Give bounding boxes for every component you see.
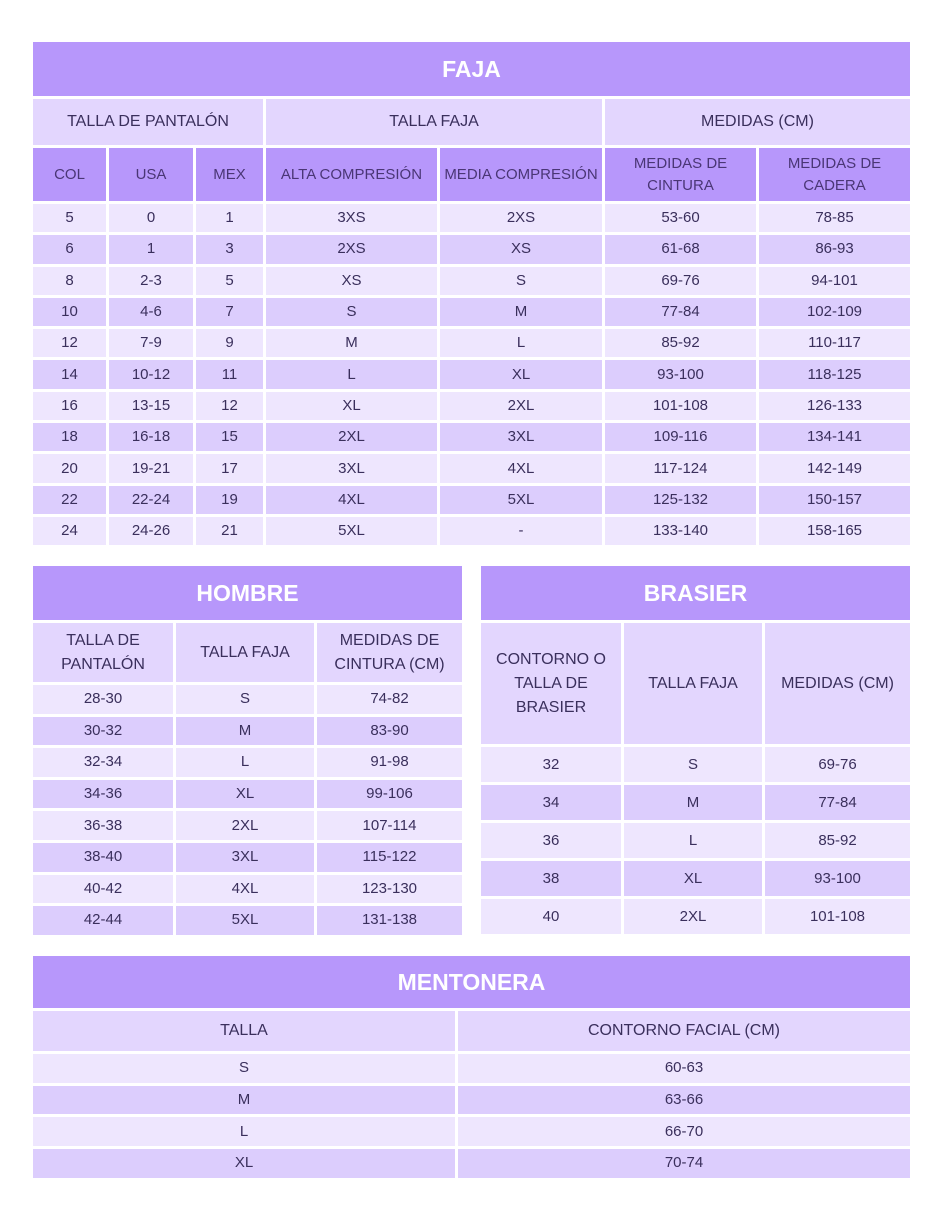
table-cell: 5 <box>32 203 108 234</box>
table-cell: 1 <box>108 234 195 265</box>
faja-section <box>30 39 910 548</box>
table-cell: 20 <box>32 453 108 484</box>
table-cell: 158-165 <box>758 515 912 546</box>
table-cell: 142-149 <box>758 453 912 484</box>
table-cell: 93-100 <box>764 860 912 898</box>
table-cell: 17 <box>195 453 265 484</box>
table-cell: L <box>439 328 604 359</box>
table-cell: 66-70 <box>457 1116 912 1148</box>
table-cell: L <box>623 822 764 860</box>
table-cell: 4XL <box>439 453 604 484</box>
table-cell: 3XL <box>265 453 439 484</box>
table-cell: 2XL <box>175 810 316 842</box>
table-cell: 42-44 <box>32 905 175 937</box>
faja-title: FAJA <box>32 41 912 98</box>
table-cell: 6 <box>32 234 108 265</box>
hombre-title: HOMBRE <box>32 565 464 622</box>
table-cell: M <box>175 715 316 747</box>
table-cell: 3 <box>195 234 265 265</box>
table-cell: 107-114 <box>316 810 464 842</box>
table-cell: M <box>623 784 764 822</box>
table-cell: S <box>175 684 316 716</box>
faja-column-header: MEDIDAS DE CADERA <box>758 147 912 203</box>
table-row <box>32 715 464 747</box>
table-cell: 2XS <box>439 203 604 234</box>
table-cell: 10-12 <box>108 359 195 390</box>
hombre-section <box>30 563 462 938</box>
table-cell: 19-21 <box>108 453 195 484</box>
table-cell: 91-98 <box>316 747 464 779</box>
table-cell: 110-117 <box>758 328 912 359</box>
table-cell: 109-116 <box>604 422 758 453</box>
table-cell: M <box>32 1084 457 1116</box>
table-cell: 34-36 <box>32 778 175 810</box>
table-cell: 134-141 <box>758 422 912 453</box>
table-cell: 10 <box>32 296 108 327</box>
table-cell: 38-40 <box>32 841 175 873</box>
faja-group-header: TALLA DE PANTALÓN <box>32 98 265 147</box>
table-cell: 69-76 <box>604 265 758 296</box>
table-cell: 83-90 <box>316 715 464 747</box>
table-cell: 3XL <box>439 422 604 453</box>
table-cell: 19 <box>195 484 265 515</box>
table-row <box>32 810 464 842</box>
table-cell: 3XL <box>175 841 316 873</box>
table-cell: XS <box>265 265 439 296</box>
table-cell: XL <box>623 860 764 898</box>
hombre-column-header: TALLA DE PANTALÓN <box>32 622 175 684</box>
table-row <box>32 328 912 359</box>
mentonera-title: MENTONERA <box>32 955 912 1010</box>
table-cell: 13-15 <box>108 390 195 421</box>
table-row <box>32 841 464 873</box>
table-cell: 101-108 <box>764 898 912 936</box>
table-cell: 16 <box>32 390 108 421</box>
table-cell: 115-122 <box>316 841 464 873</box>
table-cell: 102-109 <box>758 296 912 327</box>
table-cell: 77-84 <box>764 784 912 822</box>
table-row <box>32 1148 912 1180</box>
table-cell: XL <box>265 390 439 421</box>
table-cell: 93-100 <box>604 359 758 390</box>
mentonera-column-header: TALLA <box>32 1010 457 1053</box>
table-cell: 32 <box>480 746 623 784</box>
table-cell: 4XL <box>175 873 316 905</box>
table-row <box>32 515 912 546</box>
table-cell: 94-101 <box>758 265 912 296</box>
table-cell: 53-60 <box>604 203 758 234</box>
table-cell: 34 <box>480 784 623 822</box>
table-cell: XL <box>32 1148 457 1180</box>
table-cell: 0 <box>108 203 195 234</box>
hombre-column-header: MEDIDAS DE CINTURA (CM) <box>316 622 464 684</box>
table-cell: 2XS <box>265 234 439 265</box>
mentonera-table <box>30 953 913 1181</box>
faja-column-header: COL <box>32 147 108 203</box>
table-cell: 74-82 <box>316 684 464 716</box>
hombre-column-header: TALLA FAJA <box>175 622 316 684</box>
table-cell: 86-93 <box>758 234 912 265</box>
table-cell: 4XL <box>265 484 439 515</box>
table-cell: S <box>623 746 764 784</box>
table-cell: 16-18 <box>108 422 195 453</box>
table-cell: 1 <box>195 203 265 234</box>
table-cell: 125-132 <box>604 484 758 515</box>
table-cell: 38 <box>480 860 623 898</box>
table-cell: 85-92 <box>604 328 758 359</box>
table-cell: 150-157 <box>758 484 912 515</box>
table-cell: 5XL <box>175 905 316 937</box>
faja-group-header: MEDIDAS (CM) <box>604 98 912 147</box>
table-cell: L <box>32 1116 457 1148</box>
table-cell: 99-106 <box>316 778 464 810</box>
table-row <box>32 905 464 937</box>
table-row <box>32 1053 912 1085</box>
table-cell: 70-74 <box>457 1148 912 1180</box>
table-cell: 2-3 <box>108 265 195 296</box>
table-cell: 5 <box>195 265 265 296</box>
brasier-section <box>478 563 910 937</box>
table-row <box>32 390 912 421</box>
table-cell: 85-92 <box>764 822 912 860</box>
table-cell: 11 <box>195 359 265 390</box>
table-cell: 131-138 <box>316 905 464 937</box>
table-cell: 21 <box>195 515 265 546</box>
brasier-column-header: TALLA FAJA <box>623 622 764 746</box>
table-row <box>32 453 912 484</box>
faja-group-header: TALLA FAJA <box>265 98 604 147</box>
table-cell: 24 <box>32 515 108 546</box>
table-cell: 118-125 <box>758 359 912 390</box>
table-cell: M <box>265 328 439 359</box>
table-row <box>32 422 912 453</box>
mentonera-section <box>30 953 910 1181</box>
faja-column-header: MEX <box>195 147 265 203</box>
table-cell: S <box>439 265 604 296</box>
table-row <box>32 778 464 810</box>
table-row <box>480 746 912 784</box>
table-cell: 15 <box>195 422 265 453</box>
table-cell: 22 <box>32 484 108 515</box>
table-cell: S <box>265 296 439 327</box>
table-row <box>32 234 912 265</box>
table-cell: XL <box>175 778 316 810</box>
table-cell: 30-32 <box>32 715 175 747</box>
table-cell: 2XL <box>439 390 604 421</box>
table-row <box>32 1084 912 1116</box>
table-cell: 133-140 <box>604 515 758 546</box>
table-cell: 22-24 <box>108 484 195 515</box>
table-cell: 7-9 <box>108 328 195 359</box>
table-row <box>32 747 464 779</box>
table-cell: 123-130 <box>316 873 464 905</box>
brasier-column-header: MEDIDAS (CM) <box>764 622 912 746</box>
table-cell: 63-66 <box>457 1084 912 1116</box>
table-cell: 117-124 <box>604 453 758 484</box>
table-row <box>32 873 464 905</box>
faja-table <box>30 39 913 548</box>
table-cell: 8 <box>32 265 108 296</box>
brasier-table <box>478 563 913 937</box>
faja-column-header: USA <box>108 147 195 203</box>
table-cell: 40-42 <box>32 873 175 905</box>
table-cell: 28-30 <box>32 684 175 716</box>
table-cell: 69-76 <box>764 746 912 784</box>
table-cell: 2XL <box>623 898 764 936</box>
brasier-title: BRASIER <box>480 565 912 622</box>
table-cell: 40 <box>480 898 623 936</box>
table-cell: S <box>32 1053 457 1085</box>
table-row <box>32 265 912 296</box>
table-cell: 3XS <box>265 203 439 234</box>
table-cell: 36-38 <box>32 810 175 842</box>
table-cell: M <box>439 296 604 327</box>
mentonera-column-header: CONTORNO FACIAL (CM) <box>457 1010 912 1053</box>
table-cell: XS <box>439 234 604 265</box>
table-cell: 9 <box>195 328 265 359</box>
table-cell: 61-68 <box>604 234 758 265</box>
table-row <box>480 898 912 936</box>
table-cell: 4-6 <box>108 296 195 327</box>
table-cell: 5XL <box>439 484 604 515</box>
table-cell: 12 <box>32 328 108 359</box>
table-row <box>480 822 912 860</box>
table-cell: 14 <box>32 359 108 390</box>
table-cell: 32-34 <box>32 747 175 779</box>
table-cell: L <box>175 747 316 779</box>
hombre-table <box>30 563 465 938</box>
faja-column-header: MEDIDAS DE CINTURA <box>604 147 758 203</box>
table-row <box>480 784 912 822</box>
table-cell: 101-108 <box>604 390 758 421</box>
table-row <box>32 203 912 234</box>
table-cell: 24-26 <box>108 515 195 546</box>
table-cell: 36 <box>480 822 623 860</box>
table-cell: - <box>439 515 604 546</box>
faja-column-header: ALTA COMPRESIÓN <box>265 147 439 203</box>
table-row <box>32 1116 912 1148</box>
table-cell: 60-63 <box>457 1053 912 1085</box>
table-row <box>32 359 912 390</box>
table-cell: 78-85 <box>758 203 912 234</box>
table-cell: L <box>265 359 439 390</box>
brasier-column-header: CONTORNO O TALLA DE BRASIER <box>480 622 623 746</box>
table-cell: 77-84 <box>604 296 758 327</box>
table-cell: XL <box>439 359 604 390</box>
table-row <box>32 296 912 327</box>
table-cell: 5XL <box>265 515 439 546</box>
table-row <box>480 860 912 898</box>
table-row <box>32 484 912 515</box>
table-cell: 12 <box>195 390 265 421</box>
table-cell: 18 <box>32 422 108 453</box>
faja-column-header: MEDIA COMPRESIÓN <box>439 147 604 203</box>
table-cell: 126-133 <box>758 390 912 421</box>
table-cell: 2XL <box>265 422 439 453</box>
table-row <box>32 684 464 716</box>
table-cell: 7 <box>195 296 265 327</box>
